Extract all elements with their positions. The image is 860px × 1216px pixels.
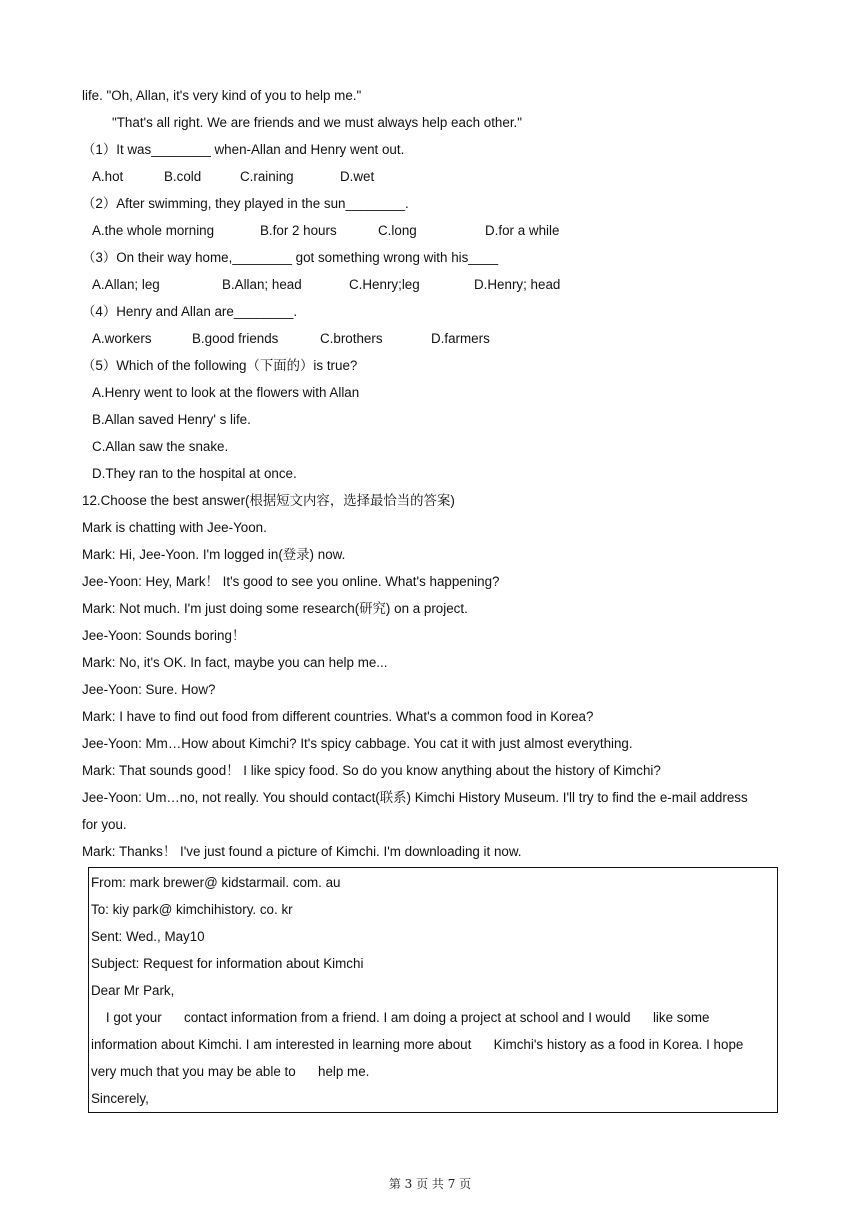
dialogue-line: Jee-Yoon: Hey, Mark！ It's good to see you online. What's happening? <box>82 574 500 589</box>
question-2-option-a: A.the whole morning <box>92 223 215 238</box>
question-1-stem: （1）It was________ when-Allan and Henry went out. <box>82 142 405 157</box>
dialogue-line: Mark: Not much. I'm just doing some research(研究) on a project. <box>82 601 468 616</box>
dialogue-line: Mark is chatting with Jee-Yoon. <box>82 520 267 535</box>
question-4-option-b: B.good friends <box>192 331 279 346</box>
email-closing: Sincerely, <box>91 1091 149 1106</box>
question-1-option-d: D.wet <box>340 169 375 184</box>
dialogue-line: Mark: Thanks！ I've just found a picture of Kimchi. I'm downloading it now. <box>82 844 522 859</box>
dialogue-line: Jee-Yoon: Mm…How about Kimchi? It's spicy cabbage. You cat it with just almost everything. <box>82 736 633 751</box>
email-body-line: very much that you may be able to help me. <box>91 1064 370 1079</box>
question-1-option-c: C.raining <box>240 169 294 184</box>
dialogue-line: for you. <box>82 817 127 832</box>
question-4-stem: （4）Henry and Allan are________. <box>82 304 298 319</box>
email-to: To: kiy park@ kimchihistory. co. kr <box>91 902 293 917</box>
dialogue-line: Mark: No, it's OK. In fact, maybe you can help me... <box>82 655 388 670</box>
dialogue-line: Jee-Yoon: Sounds boring！ <box>82 628 246 643</box>
story-closing-quote: "That's all right. We are friends and we must always help each other." <box>112 115 523 130</box>
question-5-stem: （5）Which of the following（下面的）is true? <box>82 358 358 373</box>
question-3-option-d: D.Henry; head <box>474 277 561 292</box>
question-3-stem: （3）On their way home,________ got something wrong with his____ <box>82 250 499 265</box>
question-2-option-b: B.for 2 hours <box>260 223 337 238</box>
question-5-option-c: C.Allan saw the snake. <box>92 439 229 454</box>
dialogue-line: Jee-Yoon: Um…no, not really. You should contact(联系) Kimchi History Museum. I'll try to find the e-mail address <box>82 790 748 805</box>
question-5-option-d: D.They ran to the hospital at once. <box>92 466 297 481</box>
question-3-option-a: A.Allan; leg <box>92 277 160 292</box>
question-4-option-d: D.farmers <box>431 331 490 346</box>
dialogue-line: Mark: Hi, Jee-Yoon. I'm logged in(登录) now. <box>82 547 346 562</box>
email-from: From: mark brewer@ kidstarmail. com. au <box>91 875 341 890</box>
dialogue-line: Jee-Yoon: Sure. How? <box>82 682 216 697</box>
page-number: 第 3 页 共 7 页 <box>388 1177 472 1191</box>
email-sent: Sent: Wed., May10 <box>91 929 205 944</box>
question-4-option-a: A.workers <box>92 331 152 346</box>
question-5-option-a: A.Henry went to look at the flowers with Allan <box>92 385 360 400</box>
question-1-option-a: A.hot <box>92 169 124 184</box>
email-greeting: Dear Mr Park, <box>91 983 175 998</box>
email-box <box>88 867 778 1113</box>
email-subject: Subject: Request for information about Kimchi <box>91 956 364 971</box>
email-body-line: I got your contact information from a friend. I am doing a project at school and I would like some <box>91 1010 710 1025</box>
email-body-line: information about Kimchi. I am interested in learning more about Kimchi's history as a food in Korea. I hope <box>91 1037 744 1052</box>
question-1-option-b: B.cold <box>164 169 202 184</box>
question-2-stem: （2）After swimming, they played in the sun________. <box>82 196 409 211</box>
dialogue-line: Mark: That sounds good！ I like spicy food. So do you know anything about the history of Kimchi? <box>82 763 661 778</box>
question-3-option-b: B.Allan; head <box>222 277 302 292</box>
story-last-line: life. "Oh, Allan, it's very kind of you to help me." <box>82 88 362 103</box>
question-3-option-c: C.Henry;leg <box>349 277 420 292</box>
dialogue-line: Mark: I have to find out food from different countries. What's a common food in Korea? <box>82 709 594 724</box>
question-4-option-c: C.brothers <box>320 331 383 346</box>
question-2-option-c: C.long <box>378 223 417 238</box>
question-5-option-b: B.Allan saved Henry' s life. <box>92 412 251 427</box>
section-12-heading: 12.Choose the best answer(根据短文内容，选择最恰当的答案) <box>82 493 455 508</box>
question-2-option-d: D.for a while <box>485 223 560 238</box>
